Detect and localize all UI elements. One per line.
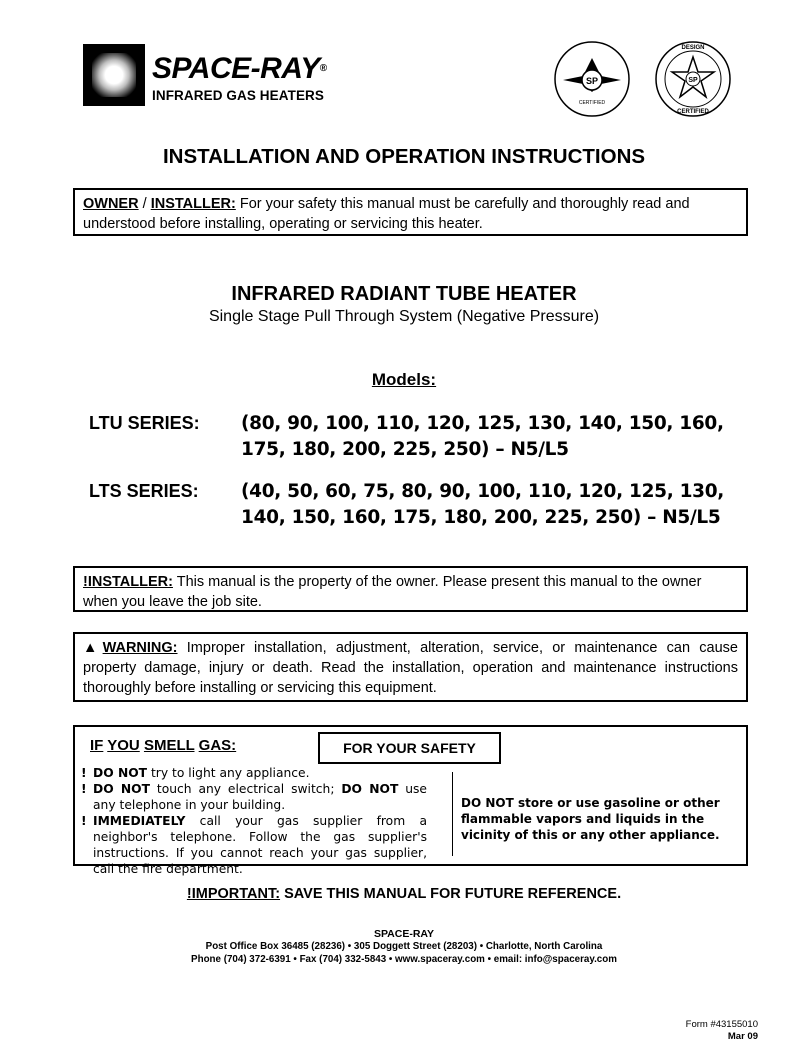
owner-installer-notice bbox=[73, 188, 748, 236]
cert2-top-label: DESIGN bbox=[681, 45, 705, 51]
warning-triangle-icon: ▲ bbox=[83, 640, 103, 656]
star-design-certified-icon bbox=[654, 40, 732, 118]
item-text: use any telephone in your building. bbox=[93, 782, 427, 812]
item-emphasis: IMMEDIATELY bbox=[93, 814, 186, 828]
form-date: Mar 09 bbox=[727, 1031, 758, 1042]
ltu-models-line1: (80, 90, 100, 110, 120, 125, 130, 140, 150, 160, bbox=[241, 413, 724, 434]
sun-glow-icon bbox=[92, 53, 136, 97]
important-text: SAVE THIS MANUAL FOR FUTURE REFERENCE. bbox=[280, 886, 622, 902]
label-separator: / bbox=[138, 196, 151, 212]
product-subtitle: Single Stage Pull Through System (Negative Pressure) bbox=[208, 308, 600, 325]
cert1-label: CERTIFIED bbox=[578, 100, 606, 106]
gas-heading-gas: GAS: bbox=[198, 737, 237, 754]
gas-instructions-list bbox=[81, 765, 427, 877]
exclamation-bullet-icon: ! bbox=[81, 814, 87, 828]
warning-label: WARNING: bbox=[102, 640, 178, 656]
lts-models-line1: (40, 50, 60, 75, 80, 90, 100, 110, 120, 125, 130, bbox=[241, 481, 725, 502]
list-item bbox=[81, 781, 427, 813]
warning-notice bbox=[73, 632, 748, 702]
owner-notice-text: For your safety this manual must be carefully and thoroughly read and understood before installing, operating or servicing this heater. bbox=[83, 196, 690, 232]
lts-series-models bbox=[241, 479, 731, 531]
exclamation-bullet-icon: ! bbox=[81, 766, 87, 780]
gas-heading bbox=[90, 737, 236, 754]
gas-heading-you: YOU bbox=[107, 737, 140, 754]
form-number: Form #43155010 bbox=[685, 1019, 758, 1030]
footer-company: SPACE-RAY bbox=[373, 928, 435, 940]
exclamation-bullet-icon: ! bbox=[81, 782, 87, 796]
gas-heading-smell: SMELL bbox=[143, 737, 195, 754]
footer-address: Post Office Box 36485 (28236) • 305 Doggett Street (28203) • Charlotte, North Carolina bbox=[205, 941, 603, 952]
item-text: touch any electrical switch; bbox=[150, 782, 342, 796]
important-notice bbox=[0, 886, 808, 902]
gas-heading-if: IF bbox=[90, 737, 104, 754]
brand-name bbox=[152, 54, 327, 84]
item-text: call your gas supplier from a neighbor's telephone. Follow the gas supplier's instructions. If you cannot reach your gas supplier, call the fire department. bbox=[93, 814, 427, 876]
registered-mark: ® bbox=[319, 63, 327, 74]
gas-box-divider bbox=[452, 772, 453, 856]
brand-logo-mark bbox=[83, 44, 145, 106]
for-your-safety-label: FOR YOUR SAFETY bbox=[318, 732, 501, 764]
installer-notice bbox=[73, 566, 748, 612]
item-emphasis: DO NOT bbox=[93, 782, 151, 796]
lts-series-label: LTS SERIES: bbox=[89, 481, 199, 501]
installer-notice-text: This manual is the property of the owner. Please present this manual to the owner when you leave the job site. bbox=[83, 574, 702, 610]
ltu-models-line2: 175, 180, 200, 225, 250) – N5/L5 bbox=[241, 439, 569, 460]
csa-certified-seal-icon bbox=[553, 40, 631, 118]
list-item bbox=[81, 813, 427, 877]
list-item bbox=[81, 765, 427, 781]
installer-notice-label: !INSTALLER: bbox=[83, 574, 173, 590]
svg-text:SP: SP bbox=[585, 76, 599, 86]
models-heading: Models: bbox=[371, 370, 437, 389]
ltu-series-models bbox=[241, 411, 731, 463]
ltu-series-label: LTU SERIES: bbox=[89, 413, 200, 433]
owner-label: OWNER bbox=[83, 196, 139, 212]
brand-text: SPACE-RAY bbox=[152, 52, 320, 85]
product-title: INFRARED RADIANT TUBE HEATER bbox=[231, 283, 577, 305]
svg-text:SP: SP bbox=[688, 77, 698, 84]
installer-label: INSTALLER: bbox=[150, 196, 236, 212]
flammable-storage-warning: DO NOT store or use gasoline or other flammable vapors and liquids in the vicinity of this or any other appliance. bbox=[461, 796, 720, 842]
page-title: INSTALLATION AND OPERATION INSTRUCTIONS bbox=[162, 145, 646, 168]
item-text: try to light any appliance. bbox=[147, 766, 310, 780]
cert2-bottom-label: CERTIFIED bbox=[677, 109, 709, 115]
brand-tagline: INFRARED GAS HEATERS bbox=[152, 88, 325, 103]
item-emphasis: DO NOT bbox=[341, 782, 399, 796]
warning-text: Improper installation, adjustment, alteration, service, or maintenance can cause property damage, injury or death. Read the installation, operation and maintenance instructions thoroughly before installing or servicing this equipment. bbox=[83, 640, 739, 696]
important-label: !IMPORTANT: bbox=[186, 886, 281, 902]
footer-contact: Phone (704) 372-6391 • Fax (704) 332-5843 • www.spaceray.com • email: info@spaceray.com bbox=[191, 954, 617, 965]
lts-models-line2: 140, 150, 160, 175, 180, 200, 225, 250) – N5/L5 bbox=[241, 507, 721, 528]
item-emphasis: DO NOT bbox=[93, 766, 148, 780]
